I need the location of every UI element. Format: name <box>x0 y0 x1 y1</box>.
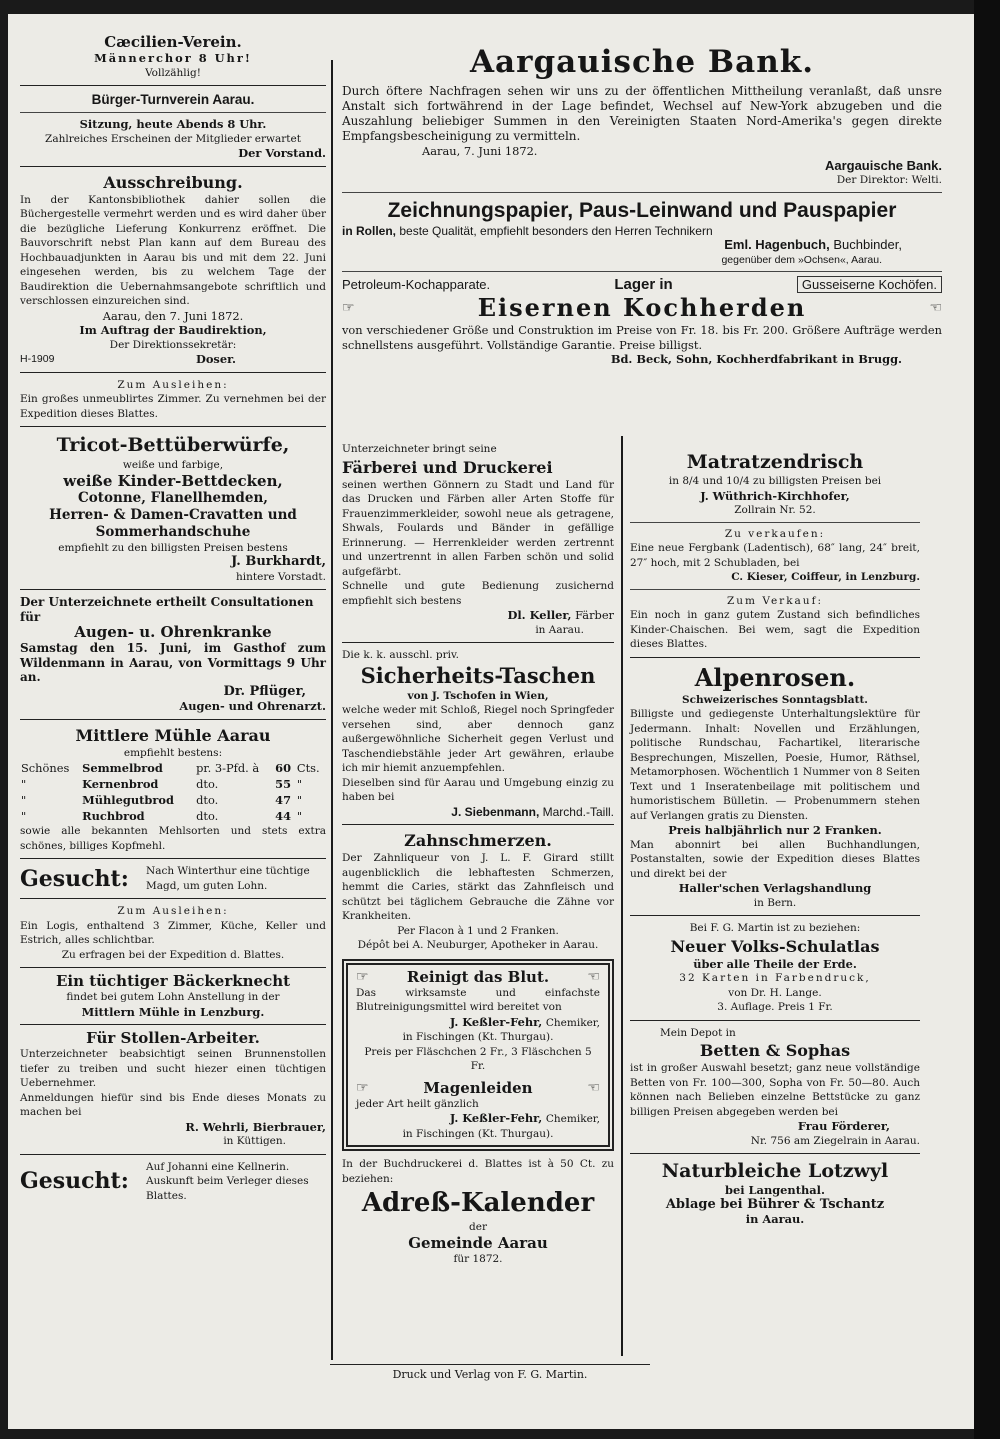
divider <box>342 824 614 825</box>
divider <box>20 1024 326 1025</box>
tricot-line: empfiehlt zu den billigsten Preisen bestens <box>58 541 288 554</box>
ausschreibung-date: Aarau, den 7. Juni 1872. <box>102 308 244 323</box>
zahn-title: Zahnschmerzen. <box>404 831 552 850</box>
betten-title: Betten & Sophas <box>699 1041 851 1060</box>
price-cell: " <box>21 809 27 823</box>
verkauf-head: Zum Verkauf: <box>726 594 823 607</box>
betten-sign2: Nr. 756 am Ziegelrain in Aarau. <box>750 1134 920 1147</box>
muehle-price-table <box>20 760 326 824</box>
blut-sign-b: Chemiker, <box>545 1016 600 1029</box>
gesucht-text: Nach Winterthur eine tüchtige Magd, um guten Lohn. <box>146 865 310 892</box>
bank-sign: Aargauische Bank. <box>824 157 942 173</box>
divider <box>342 271 942 272</box>
taschen-intro: Die k. k. ausschl. priv. <box>342 649 460 661</box>
ad-kochherde <box>342 276 942 367</box>
imprint-footer: Druck und Verlag von F. G. Martin. <box>330 1364 650 1381</box>
divider <box>20 166 326 167</box>
faerberei-text2: Schnelle und gute Bedienung zusichernd empfiehlt sich bestens <box>342 580 614 607</box>
betten-text: ist in großer Auswahl besetzt; ganz neue vollständige Betten von Fr. 100—300, Sopha von Fr. 50—80. Auch können nach Belieben einzelne Bettstücke zu ganz billigen Preisen abgegeben werden bei <box>630 1062 920 1118</box>
tricot-line: weiße und farbige, <box>122 459 224 471</box>
price-cell: 60 <box>275 761 292 775</box>
ad-zahnschmerzen <box>342 830 614 953</box>
price-cell: " <box>296 809 303 823</box>
caecilien-note: Vollzählig! <box>145 66 201 79</box>
betten-intro: Mein Depot in <box>660 1026 736 1039</box>
muehle-title: Mittlere Mühle Aarau <box>75 725 271 745</box>
divider <box>342 192 942 193</box>
lotzwyl-line: bei Langenthal. <box>725 1183 825 1197</box>
baecker-text: findet bei gutem Lohn Anstellung in der <box>66 991 280 1003</box>
herde-banner <box>342 276 942 293</box>
atlas-title: Neuer Volks-Schulatlas <box>670 936 880 956</box>
price-cell: Semmelbrod <box>82 761 163 775</box>
divider <box>630 657 920 658</box>
herde-text: von verschiedener Größe und Construktion im Preise von Fr. 18. bis Fr. 200. Größere Aufträge werden schnellstens ausgeführt. Vollständige Garantie. Preise billigst. <box>342 323 942 352</box>
ad-zu-verkaufen <box>630 527 920 585</box>
tricot-sign: J. Burkhardt, <box>231 554 326 569</box>
tricot-line: Herren- & Damen-Cravatten und <box>49 506 297 523</box>
faerberei-sign: Dl. Keller, <box>507 608 572 622</box>
divider <box>20 85 326 86</box>
alpen-sub: Schweizerisches Sonntagsblatt. <box>682 693 868 706</box>
caecilien-title: Cæcilien-Verein. <box>104 33 242 51</box>
taschen-text: welche weder mit Schloß, Riegel noch Springfeder versehen sind, aber dennoch ganz außergewöhnliche Sicherheit gegen Verlust und Taschendiebstähle jeder Art gewähren, erlaube ich mir hiemit anzuempfehlen. <box>342 704 614 774</box>
verkaufen-text: Eine neue Fergbank (Ladentisch), 68″ lang, 24″ breit, 27″ hoch, mit 2 Schubladen, bei <box>630 542 920 569</box>
price-cell: Kernenbrod <box>82 777 159 791</box>
magen-title: Magenleiden <box>423 1078 533 1097</box>
ad-caecilien <box>20 34 326 80</box>
stollen-sign: R. Wehrli, Bierbrauer, <box>185 1119 326 1134</box>
matratzen-sign2: Zollrain Nr. 52. <box>734 504 816 516</box>
price-cell: 44 <box>275 809 292 823</box>
ausschreibung-name: Doser. <box>195 352 236 366</box>
divider <box>630 915 920 916</box>
matratzen-sign: J. Wüthrich-Kirchhofer, <box>700 488 850 503</box>
baecker-line: Mittlern Mühle in Lenzburg. <box>81 1004 265 1019</box>
magen-text: jeder Art heilt gänzlich <box>356 1097 479 1110</box>
pflueger-text: Samstag den 15. Juni, im Gasthof zum Wildenmann in Aarau, von Vormittags 9 Uhr an. <box>20 641 326 684</box>
ad-zum-verkauf <box>630 594 920 652</box>
papier-title: Zeichnungspapier, Paus-Leinwand und Pauspapier <box>387 198 897 222</box>
herde-mid: Lager in <box>614 276 673 293</box>
atlas-text: 32 Karten in Farbendruck, <box>679 972 871 984</box>
divider <box>20 112 326 113</box>
blut-sign2: in Fischingen (Kt. Thurgau). <box>402 1031 554 1043</box>
ausschreibung-text: In der Kantonsbibliothek dahier sollen die Büchergestelle vermehrt werden und es wird daher über die bezügliche Lieferung Konkurrenz eröffnet. Die Bauvorschrift nebst Plan kann auf dem Bureau des Hochbauadjunkten in Aarau bis und mit dem 22. Juni eingesehen werden, bis zu welchem Tage der Baudirektion die Uebernahmsangebote schriftlich und verschlossen einzureichen sind. <box>20 193 326 307</box>
bank-text: Durch öftere Nachfragen sehen wir uns zu der öffentlichen Mittheilung veranlaßt, daß unsre Anstalt sich fortwährend in der Lage befindet, Wechsel auf New-York abzugeben und die Auszahlung beliebiger Summen in den Vereinigten Staaten Nord-Amerika's gegen direkte Empfangsbescheinigung zu vermitteln. <box>342 84 942 143</box>
ad-stollen <box>20 1030 326 1149</box>
muehle-sub: empfiehlt bestens: <box>123 746 223 759</box>
top-section <box>342 44 942 367</box>
stollen-text: Unterzeichneter beabsichtigt seinen Brunnenstollen tiefer zu treiben und sucht hiezer einen tüchtigen Uebernehmer. <box>20 1048 326 1089</box>
kalender-title: Adreß-Kalender <box>361 1188 595 1218</box>
faerberei-title: Färberei und Druckerei <box>342 457 553 477</box>
price-cell: Ruchbrod <box>82 809 145 823</box>
zahn-price: Per Flacon à 1 und 2 Franken. <box>397 924 559 937</box>
papier-rollen: in Rollen, <box>342 223 396 238</box>
price-cell: Cts. <box>296 761 320 775</box>
matratzen-title: Matratzendrisch <box>686 451 864 473</box>
blut-text: Das wirksamste und einfachste Blutreinigungsmittel wird bereitet von <box>356 986 600 1013</box>
pointing-hand-right-icon: ☞ <box>356 1080 369 1096</box>
tricot-line: weiße Kinder-Bettdecken, <box>63 471 283 490</box>
table-row <box>20 760 326 776</box>
price-cell: " <box>296 793 303 807</box>
pointing-hand-left-icon: ☜ <box>929 300 942 316</box>
kalender-gemeinde: Gemeinde Aarau <box>408 1233 548 1252</box>
divider <box>20 372 326 373</box>
ad-pflueger <box>20 595 326 714</box>
gesucht-word: Gesucht: <box>20 865 129 892</box>
ausleihen-text: Ein großes unmeublirtes Zimmer. Zu vernehmen bei der Expedition dieses Blattes. <box>20 393 326 420</box>
taschen-sign: J. Siebenmann, <box>451 804 540 819</box>
ad-aargauische-bank <box>342 44 942 188</box>
price-cell: dto. <box>196 793 219 807</box>
tricot-line: Cotonne, Flanellhemden, <box>78 489 268 506</box>
lotzwyl-title: Naturbleiche Lotzwyl <box>661 1160 889 1182</box>
blut-sign-line <box>356 1015 600 1031</box>
bank-title: Aargauische Bank. <box>469 44 815 80</box>
pointing-hand-right-icon: ☞ <box>356 969 369 985</box>
alpen-text2: Man abonnirt bei allen Buchhandlungen, Postanstalten, sowie der Expedition dieses Blattes und direkt bei der <box>630 838 920 880</box>
bank-date: Aarau, 7. Juni 1872. <box>422 144 538 158</box>
atlas-by: von Dr. H. Lange. <box>728 986 822 999</box>
tricot-line: Sommerhandschuhe <box>95 523 251 540</box>
ad-sicherheitstaschen <box>342 648 614 819</box>
zahn-text: Der Zahnliqueur von J. L. F. Girard stillt augenblicklich die lebhaftesten Schmerzen, hemmt die Caries, stärkt das Zahnfleisch und schützt bei täglichem Gebrauche die Zähne vor Krankheiten. <box>342 852 614 922</box>
price-cell: 55 <box>275 777 292 791</box>
price-cell: Mühlegutbrod <box>82 793 174 807</box>
ad-naturbleiche <box>630 1159 920 1227</box>
divider <box>20 719 326 720</box>
divider <box>630 1153 920 1154</box>
price-cell: 47 <box>275 793 292 807</box>
column-3 <box>630 450 920 1227</box>
atlas-sub: über alle Theile der Erde. <box>693 956 857 971</box>
faerberei-sign-line <box>342 608 614 623</box>
divider <box>342 642 614 643</box>
papier-line <box>342 224 942 239</box>
herde-right: Gusseiserne Kochöfen. <box>797 276 942 293</box>
papier-sign2: gegenüber dem »Ochsen«, Aarau. <box>721 253 882 266</box>
table-row <box>20 808 326 824</box>
turnverein-sign: Der Vorstand. <box>238 146 326 160</box>
verkauf-text: Ein noch in ganz gutem Zustand sich befindliches Kinder-Chaischen. Bei wem, sagt die Expedition dieses Blattes. <box>630 609 920 650</box>
ad-matratzendrisch <box>630 450 920 518</box>
price-cell: pr. 3-Pfd. à <box>196 761 260 775</box>
alpen-text: Billigste und gediegenste Unterhaltungslektüre für Jedermann. Inhalt: Novellen und Erzählungen, politische Rundschau, Fachartikel, literarische Besprechungen, Miszellen, Poesie, Humor, Räthsel, Metamorphosen. Wöchentlich 1 Nummer von 8 Seiten Text und 1 Inseratenbeilage mit politischem und humoristischem Bülletin. — Probenummern stehen auf Verlangen gratis zu Diensten. <box>630 708 920 822</box>
table-row <box>20 776 326 792</box>
verkaufen-sign: C. Kieser, Coiffeur, in Lenzburg. <box>731 571 920 583</box>
gesucht-text: Auf Johanni eine Kellnerin. Auskunft beim Verleger dieses Blattes. <box>146 1160 309 1202</box>
herde-title: Eisernen Kochherden <box>477 293 807 322</box>
papier-sign: Eml. Hagenbuch, <box>724 237 830 252</box>
pflueger-sign: Dr. Pflüger, <box>223 683 306 699</box>
herde-sign: Bd. Beck, Sohn, Kochherdfabrikant in Brugg. <box>610 352 902 366</box>
faerberei-sign-b: Färber <box>575 608 614 622</box>
taschen-by: von J. Tschofen in Wien, <box>407 689 549 702</box>
divider <box>20 1154 326 1155</box>
ausleihen-head: Zum Ausleihen: <box>117 905 229 917</box>
price-cell: dto. <box>196 809 219 823</box>
kalender-year: für 1872. <box>453 1252 503 1265</box>
column-rule-left <box>331 60 333 1360</box>
pointing-hand-left-icon: ☜ <box>587 1080 600 1096</box>
bank-director: Der Direktor: Welti. <box>836 174 942 186</box>
alpen-sign: Haller'schen Verlagshandlung <box>678 881 872 895</box>
lotzwyl-line: in Aarau. <box>745 1212 805 1226</box>
ad-tricot <box>20 432 326 584</box>
herde-title-row <box>342 293 942 323</box>
alpen-title: Alpenrosen. <box>694 662 856 692</box>
price-cell: " <box>21 777 27 791</box>
stollen-sign2: in Küttigen. <box>223 1135 286 1147</box>
turnverein-text: Zahlreiches Erscheinen der Mitglieder erwartet <box>45 132 301 145</box>
atlas-edition: 3. Auflage. Preis 1 Fr. <box>717 1001 833 1013</box>
ad-ausleihen-zimmer <box>20 378 326 422</box>
tricot-sign2: hintere Vorstadt. <box>236 570 326 583</box>
price-cell: Schönes <box>21 761 70 775</box>
papier-sign-line <box>342 238 902 253</box>
price-cell: " <box>21 793 27 807</box>
ad-faerberei <box>342 442 614 637</box>
faerberei-sign2: in Aarau. <box>535 623 584 636</box>
pflueger-sign2: Augen- und Ohrenarzt. <box>179 699 326 713</box>
lotzwyl-line: Ablage bei Bührer & Tschantz <box>665 1196 885 1212</box>
caecilien-line: Männerchor 8 Uhr! <box>94 51 252 65</box>
ausschreibung-footer <box>20 352 326 367</box>
ausleihen-note: Zu erfragen bei der Expedition d. Blattes. <box>61 948 285 961</box>
blut-title-row <box>356 969 600 986</box>
tricot-title: Tricot-Bettüberwürfe, <box>56 434 290 456</box>
column-rule-right <box>621 436 623 1356</box>
ad-alpenrosen <box>630 663 920 911</box>
ausschreibung-title: Ausschreibung. <box>103 172 243 192</box>
ausschreibung-code: H-1909 <box>20 353 55 365</box>
chain-border-box <box>342 959 614 1152</box>
faerberei-text: seinen werthen Gönnern zu Stadt und Land für das Drucken und Färben aller Arten Stoffe für Frauenzimmerkleider, sowohl neue als getragene, Shwals, Foulards und Bänder in gefällige Erinnerung. — Herrenkleider werden zertrennt und unzertrennt in allen Farben schön und solid aufgefärbt. <box>342 478 614 578</box>
ausschreibung-sekretaer: Der Direktionssekretär: <box>109 338 237 351</box>
divider <box>20 858 326 859</box>
faerberei-intro: Unterzeichneter bringt seine <box>342 443 497 455</box>
alpen-sign2: in Bern. <box>753 896 797 909</box>
stollen-title: Für Stollen-Arbeiter. <box>86 1029 260 1047</box>
table-row <box>20 792 326 808</box>
price-cell: " <box>296 777 303 791</box>
divider <box>20 898 326 899</box>
baecker-title: Ein tüchtiger Bäckerknecht <box>55 972 291 990</box>
taschen-sign-b: Marchd.-Taill. <box>542 804 614 819</box>
papier-desc: beste Qualität, empfiehlt besonders den Herren Technikern <box>399 223 713 238</box>
ad-zeichnungspapier <box>342 197 942 268</box>
alpen-price: Preis halbjährlich nur 2 Franken. <box>668 823 882 837</box>
ad-baecker <box>20 973 326 1019</box>
muehle-text: sowie alle bekannten Mehlsorten und stets extra schönes, billiges Kopfmehl. <box>20 825 326 852</box>
taschen-title: Sicherheits-Taschen <box>360 662 596 688</box>
ad-adresskalender <box>342 1157 614 1266</box>
divider <box>630 1020 920 1021</box>
kalender-intro: In der Buchdruckerei d. Blattes ist à 50 Ct. zu beziehen: <box>342 1158 614 1185</box>
magen-sign-line <box>356 1111 600 1127</box>
ad-betten <box>630 1026 920 1149</box>
ad-turnverein <box>20 91 326 161</box>
blut-price: Preis per Fläschchen 2 Fr., 3 Fläschchen 5 Fr. <box>364 1045 592 1072</box>
pflueger-line: Der Unterzeichnete ertheilt Consultationen für <box>20 595 314 624</box>
zahn-depot: Dépôt bei A. Neuburger, Apotheker in Aarau. <box>357 939 599 951</box>
divider <box>630 589 920 590</box>
herde-left: Petroleum-Kochapparate. <box>342 277 491 292</box>
turnverein-line: Sitzung, heute Abends 8 Uhr. <box>79 117 267 131</box>
pointing-hand-left-icon: ☜ <box>587 969 600 985</box>
pointing-hand-right-icon: ☞ <box>342 300 355 316</box>
taschen-sign-line <box>342 805 614 820</box>
column-1 <box>20 34 326 1203</box>
ad-ausschreibung <box>20 172 326 367</box>
divider <box>20 967 326 968</box>
ad-gesucht-magd <box>20 864 326 893</box>
pflueger-title: Augen- u. Ohrenkranke <box>74 623 272 641</box>
betten-sign: Frau Förderer, <box>797 1119 890 1133</box>
atlas-intro: Bei F. G. Martin ist zu beziehen: <box>689 922 861 934</box>
turnverein-title: Bürger-Turnverein Aarau. <box>91 92 255 107</box>
magen-sign: J. Keßler-Fehr, <box>449 1111 543 1125</box>
matratzen-text: in 8/4 und 10/4 zu billigsten Preisen bei <box>668 475 882 487</box>
blut-title: Reinigt das Blut. <box>406 967 550 986</box>
ad-gesucht-kellnerin <box>20 1160 326 1204</box>
stollen-text2: Anmeldungen hiefür sind bis Ende dieses Monats zu machen bei <box>20 1091 326 1118</box>
magen-title-row <box>356 1080 600 1097</box>
ad-ausleihen-logis <box>20 904 326 962</box>
divider <box>20 426 326 427</box>
divider <box>20 589 326 590</box>
ad-schulatlas <box>630 921 920 1015</box>
blut-sign: J. Keßler-Fehr, <box>449 1014 543 1029</box>
ausleihen-text: Ein Logis, enthaltend 3 Zimmer, Küche, Keller und Estrich, alles schlichtbar. <box>20 919 326 946</box>
taschen-text2: Dieselben sind für Aarau und Umgebung einzig zu haben bei <box>342 776 614 803</box>
column-2 <box>342 442 614 1266</box>
magen-sign-b: Chemiker, <box>545 1113 600 1125</box>
scan-edge <box>974 0 1000 1439</box>
kalender-der: der <box>469 1221 487 1233</box>
price-cell: dto. <box>196 777 219 791</box>
ausleihen-head: Zum Ausleihen: <box>117 378 229 391</box>
magen-sign2: in Fischingen (Kt. Thurgau). <box>402 1127 554 1140</box>
ausschreibung-auftrag: Im Auftrag der Baudirektion, <box>79 323 267 337</box>
ad-muehle <box>20 725 326 854</box>
divider <box>630 522 920 523</box>
verkaufen-head: Zu verkaufen: <box>724 527 826 540</box>
papier-sign-b: Buchbinder, <box>833 237 902 252</box>
gesucht-word: Gesucht: <box>20 1168 129 1195</box>
